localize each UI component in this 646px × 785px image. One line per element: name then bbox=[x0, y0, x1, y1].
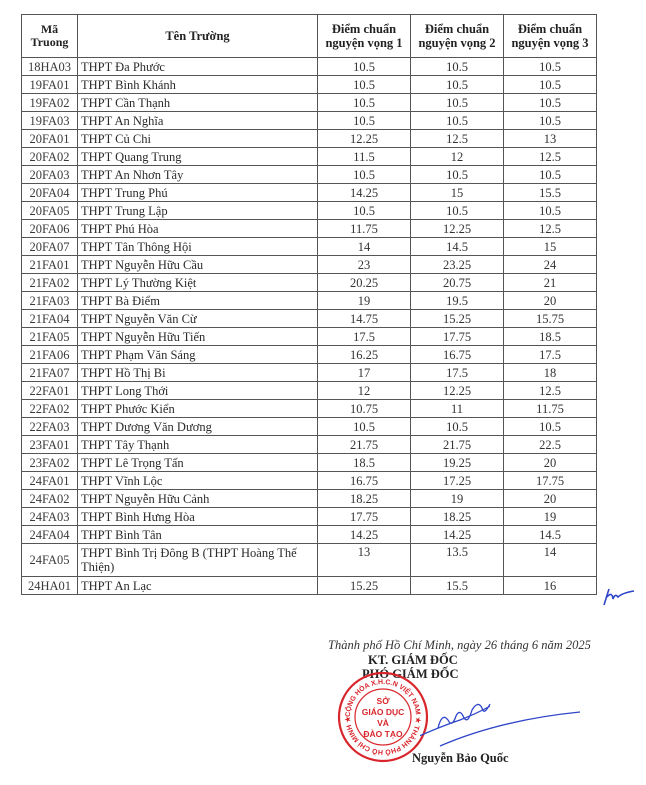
table-row bbox=[22, 76, 597, 94]
header-nv1: Điểm chuẩn nguyện vọng 1 bbox=[318, 15, 411, 58]
school-code-cell: 21FA04 bbox=[22, 310, 78, 328]
cutoff-scores-table bbox=[21, 14, 597, 595]
table-row bbox=[22, 148, 597, 166]
school-name-cell: THPT Bà Điểm bbox=[78, 292, 318, 310]
nv3-score-cell: 10.5 bbox=[504, 418, 597, 436]
header-nv3: Điểm chuẩn nguyện vọng 3 bbox=[504, 15, 597, 58]
nv3-score-cell: 10.5 bbox=[504, 76, 597, 94]
nv1-score-cell: 10.5 bbox=[318, 166, 411, 184]
svg-text:ĐÀO TẠO: ĐÀO TẠO bbox=[363, 729, 403, 739]
nv3-score-cell: 20 bbox=[504, 490, 597, 508]
school-code-cell: 24FA02 bbox=[22, 490, 78, 508]
school-name-cell: THPT Phạm Văn Sáng bbox=[78, 346, 318, 364]
school-name-cell: THPT Nguyễn Văn Cừ bbox=[78, 310, 318, 328]
school-name-cell: THPT Nguyễn Hữu Cảnh bbox=[78, 490, 318, 508]
nv2-score-cell: 14.25 bbox=[411, 526, 504, 544]
nv3-score-cell: 11.75 bbox=[504, 400, 597, 418]
nv2-score-cell: 19.25 bbox=[411, 454, 504, 472]
signer-name: Nguyễn Bảo Quốc bbox=[412, 751, 509, 765]
table-row bbox=[22, 58, 597, 76]
table-row bbox=[22, 472, 597, 490]
school-code-cell: 20FA06 bbox=[22, 220, 78, 238]
table-row bbox=[22, 310, 597, 328]
nv1-score-cell: 15.25 bbox=[318, 577, 411, 595]
nv3-score-cell: 18 bbox=[504, 364, 597, 382]
nv2-score-cell: 11 bbox=[411, 400, 504, 418]
nv3-score-cell: 24 bbox=[504, 256, 597, 274]
school-name-cell: THPT Cần Thạnh bbox=[78, 94, 318, 112]
nv3-score-cell: 21 bbox=[504, 274, 597, 292]
school-code-cell: 22FA03 bbox=[22, 418, 78, 436]
table-row bbox=[22, 382, 597, 400]
nv1-score-cell: 14 bbox=[318, 238, 411, 256]
nv1-score-cell: 10.5 bbox=[318, 76, 411, 94]
table-row bbox=[22, 418, 597, 436]
header-school-name: Tên Trường bbox=[78, 15, 318, 58]
nv3-score-cell: 22.5 bbox=[504, 436, 597, 454]
nv1-score-cell: 14.75 bbox=[318, 310, 411, 328]
table-row bbox=[22, 184, 597, 202]
nv3-score-cell: 20 bbox=[504, 454, 597, 472]
nv2-score-cell: 10.5 bbox=[411, 202, 504, 220]
nv2-score-cell: 10.5 bbox=[411, 166, 504, 184]
nv3-score-cell: 10.5 bbox=[504, 94, 597, 112]
school-code-cell: 22FA02 bbox=[22, 400, 78, 418]
nv1-score-cell: 23 bbox=[318, 256, 411, 274]
school-code-cell: 21FA07 bbox=[22, 364, 78, 382]
nv2-score-cell: 10.5 bbox=[411, 418, 504, 436]
school-name-cell: THPT Bình Trị Đông B (THPT Hoàng Thế Thiện) bbox=[78, 544, 318, 577]
nv2-score-cell: 14.5 bbox=[411, 238, 504, 256]
nv2-score-cell: 10.5 bbox=[411, 76, 504, 94]
nv1-score-cell: 18.5 bbox=[318, 454, 411, 472]
school-name-cell: THPT An Lạc bbox=[78, 577, 318, 595]
school-code-cell: 21FA05 bbox=[22, 328, 78, 346]
nv3-score-cell: 14.5 bbox=[504, 526, 597, 544]
school-name-cell: THPT An Nghĩa bbox=[78, 112, 318, 130]
nv2-score-cell: 10.5 bbox=[411, 112, 504, 130]
school-code-cell: 20FA03 bbox=[22, 166, 78, 184]
school-name-cell: THPT Củ Chi bbox=[78, 130, 318, 148]
school-name-cell: THPT Long Thới bbox=[78, 382, 318, 400]
nv3-score-cell: 17.75 bbox=[504, 472, 597, 490]
nv2-score-cell: 12.5 bbox=[411, 130, 504, 148]
nv1-score-cell: 17 bbox=[318, 364, 411, 382]
table-row bbox=[22, 220, 597, 238]
nv2-score-cell: 15.25 bbox=[411, 310, 504, 328]
school-code-cell: 24FA03 bbox=[22, 508, 78, 526]
school-name-cell: THPT Hồ Thị Bi bbox=[78, 364, 318, 382]
table-row bbox=[22, 202, 597, 220]
table-row bbox=[22, 454, 597, 472]
school-name-cell: THPT Phước Kiển bbox=[78, 400, 318, 418]
nv1-score-cell: 20.25 bbox=[318, 274, 411, 292]
table-row bbox=[22, 526, 597, 544]
table-row bbox=[22, 328, 597, 346]
nv1-score-cell: 14.25 bbox=[318, 526, 411, 544]
nv1-score-cell: 17.75 bbox=[318, 508, 411, 526]
table-row bbox=[22, 346, 597, 364]
nv3-score-cell: 10.5 bbox=[504, 166, 597, 184]
school-code-cell: 20FA07 bbox=[22, 238, 78, 256]
nv2-score-cell: 23.25 bbox=[411, 256, 504, 274]
school-code-cell: 18HA03 bbox=[22, 58, 78, 76]
nv2-score-cell: 17.25 bbox=[411, 472, 504, 490]
nv2-score-cell: 10.5 bbox=[411, 58, 504, 76]
school-name-cell: THPT Lý Thường Kiệt bbox=[78, 274, 318, 292]
school-code-cell: 20FA04 bbox=[22, 184, 78, 202]
nv1-score-cell: 10.5 bbox=[318, 418, 411, 436]
school-name-cell: THPT Nguyễn Hữu Tiến bbox=[78, 328, 318, 346]
school-code-cell: 19FA01 bbox=[22, 76, 78, 94]
nv3-score-cell: 19 bbox=[504, 508, 597, 526]
nv1-score-cell: 19 bbox=[318, 292, 411, 310]
nv3-score-cell: 12.5 bbox=[504, 148, 597, 166]
table-row bbox=[22, 292, 597, 310]
nv3-score-cell: 15.5 bbox=[504, 184, 597, 202]
nv3-score-cell: 10.5 bbox=[504, 58, 597, 76]
table-row bbox=[22, 436, 597, 454]
school-code-cell: 23FA02 bbox=[22, 454, 78, 472]
school-code-cell: 24FA04 bbox=[22, 526, 78, 544]
school-code-cell: 21FA06 bbox=[22, 346, 78, 364]
nv2-score-cell: 21.75 bbox=[411, 436, 504, 454]
initials-mark-icon bbox=[600, 583, 636, 609]
nv1-score-cell: 17.5 bbox=[318, 328, 411, 346]
school-code-cell: 19FA03 bbox=[22, 112, 78, 130]
nv1-score-cell: 16.25 bbox=[318, 346, 411, 364]
header-school-code: Mã Truong bbox=[22, 15, 78, 58]
school-name-cell: THPT An Nhơn Tây bbox=[78, 166, 318, 184]
table-row bbox=[22, 364, 597, 382]
school-name-cell: THPT Trung Phú bbox=[78, 184, 318, 202]
nv1-score-cell: 11.5 bbox=[318, 148, 411, 166]
nv1-score-cell: 18.25 bbox=[318, 490, 411, 508]
table-header-row bbox=[22, 15, 597, 58]
svg-text:VÀ: VÀ bbox=[377, 718, 389, 728]
nv3-score-cell: 15.75 bbox=[504, 310, 597, 328]
nv1-score-cell: 16.75 bbox=[318, 472, 411, 490]
nv3-score-cell: 17.5 bbox=[504, 346, 597, 364]
nv3-score-cell: 12.5 bbox=[504, 220, 597, 238]
signatory-title: KT. GIÁM ĐỐC bbox=[368, 653, 458, 667]
school-code-cell: 19FA02 bbox=[22, 94, 78, 112]
school-name-cell: THPT Nguyễn Hữu Cầu bbox=[78, 256, 318, 274]
school-name-cell: THPT Trung Lập bbox=[78, 202, 318, 220]
school-name-cell: THPT Bình Khánh bbox=[78, 76, 318, 94]
school-code-cell: 20FA01 bbox=[22, 130, 78, 148]
school-name-cell: THPT Quang Trung bbox=[78, 148, 318, 166]
nv2-score-cell: 12.25 bbox=[411, 220, 504, 238]
table-row bbox=[22, 274, 597, 292]
date-line: Thành phố Hồ Chí Minh, ngày 26 tháng 6 năm 2025 bbox=[328, 638, 591, 652]
nv1-score-cell: 11.75 bbox=[318, 220, 411, 238]
nv1-score-cell: 10.5 bbox=[318, 112, 411, 130]
nv1-score-cell: 12 bbox=[318, 382, 411, 400]
nv2-score-cell: 18.25 bbox=[411, 508, 504, 526]
nv3-score-cell: 14 bbox=[504, 544, 597, 577]
school-code-cell: 23FA01 bbox=[22, 436, 78, 454]
nv3-score-cell: 13 bbox=[504, 130, 597, 148]
signatory-subtitle: PHÓ GIÁM ĐỐC bbox=[362, 667, 459, 681]
nv2-score-cell: 12.25 bbox=[411, 382, 504, 400]
school-name-cell: THPT Đa Phước bbox=[78, 58, 318, 76]
nv3-score-cell: 18.5 bbox=[504, 328, 597, 346]
nv2-score-cell: 16.75 bbox=[411, 346, 504, 364]
nv3-score-cell: 10.5 bbox=[504, 202, 597, 220]
handwritten-signature-icon bbox=[420, 690, 580, 760]
table-row bbox=[22, 256, 597, 274]
table-row bbox=[22, 490, 597, 508]
table-row bbox=[22, 508, 597, 526]
school-code-cell: 24HA01 bbox=[22, 577, 78, 595]
table-row bbox=[22, 112, 597, 130]
nv2-score-cell: 10.5 bbox=[411, 94, 504, 112]
svg-text:CỘNG HÒA X.H.C.N VIỆT NAM ★ TH: CỘNG HÒA X.H.C.N VIỆT NAM ★ THÀNH PHỐ HỒ CHÍ MINH ★ bbox=[344, 678, 422, 756]
school-name-cell: THPT Vĩnh Lộc bbox=[78, 472, 318, 490]
nv2-score-cell: 19 bbox=[411, 490, 504, 508]
table-row bbox=[22, 577, 597, 595]
school-code-cell: 20FA02 bbox=[22, 148, 78, 166]
table-row bbox=[22, 238, 597, 256]
nv1-score-cell: 12.25 bbox=[318, 130, 411, 148]
school-code-cell: 21FA02 bbox=[22, 274, 78, 292]
school-code-cell: 21FA01 bbox=[22, 256, 78, 274]
nv1-score-cell: 10.75 bbox=[318, 400, 411, 418]
school-code-cell: 20FA05 bbox=[22, 202, 78, 220]
nv2-score-cell: 20.75 bbox=[411, 274, 504, 292]
nv3-score-cell: 16 bbox=[504, 577, 597, 595]
svg-text:GIÁO DỤC: GIÁO DỤC bbox=[361, 707, 405, 717]
nv1-score-cell: 14.25 bbox=[318, 184, 411, 202]
nv2-score-cell: 15.5 bbox=[411, 577, 504, 595]
nv1-score-cell: 10.5 bbox=[318, 202, 411, 220]
school-name-cell: THPT Tân Thông Hội bbox=[78, 238, 318, 256]
nv3-score-cell: 10.5 bbox=[504, 112, 597, 130]
nv1-score-cell: 10.5 bbox=[318, 58, 411, 76]
table-row bbox=[22, 166, 597, 184]
school-name-cell: THPT Phú Hòa bbox=[78, 220, 318, 238]
school-code-cell: 24FA05 bbox=[22, 544, 78, 577]
svg-text:SỞ: SỞ bbox=[376, 696, 390, 706]
nv1-score-cell: 13 bbox=[318, 544, 411, 577]
nv2-score-cell: 17.5 bbox=[411, 364, 504, 382]
header-nv2: Điểm chuẩn nguyện vọng 2 bbox=[411, 15, 504, 58]
school-code-cell: 24FA01 bbox=[22, 472, 78, 490]
school-name-cell: THPT Bình Hưng Hòa bbox=[78, 508, 318, 526]
nv3-score-cell: 20 bbox=[504, 292, 597, 310]
nv2-score-cell: 19.5 bbox=[411, 292, 504, 310]
nv2-score-cell: 12 bbox=[411, 148, 504, 166]
school-name-cell: THPT Bình Tân bbox=[78, 526, 318, 544]
table-row bbox=[22, 94, 597, 112]
official-stamp-icon bbox=[337, 671, 429, 763]
nv2-score-cell: 17.75 bbox=[411, 328, 504, 346]
nv1-score-cell: 10.5 bbox=[318, 94, 411, 112]
school-code-cell: 21FA03 bbox=[22, 292, 78, 310]
nv2-score-cell: 13.5 bbox=[411, 544, 504, 577]
table-row bbox=[22, 130, 597, 148]
school-code-cell: 22FA01 bbox=[22, 382, 78, 400]
school-name-cell: THPT Tây Thạnh bbox=[78, 436, 318, 454]
school-name-cell: THPT Lê Trọng Tấn bbox=[78, 454, 318, 472]
nv1-score-cell: 21.75 bbox=[318, 436, 411, 454]
nv3-score-cell: 15 bbox=[504, 238, 597, 256]
nv3-score-cell: 12.5 bbox=[504, 382, 597, 400]
table-row bbox=[22, 544, 597, 577]
school-name-cell: THPT Dương Văn Dương bbox=[78, 418, 318, 436]
nv2-score-cell: 15 bbox=[411, 184, 504, 202]
table-row bbox=[22, 400, 597, 418]
